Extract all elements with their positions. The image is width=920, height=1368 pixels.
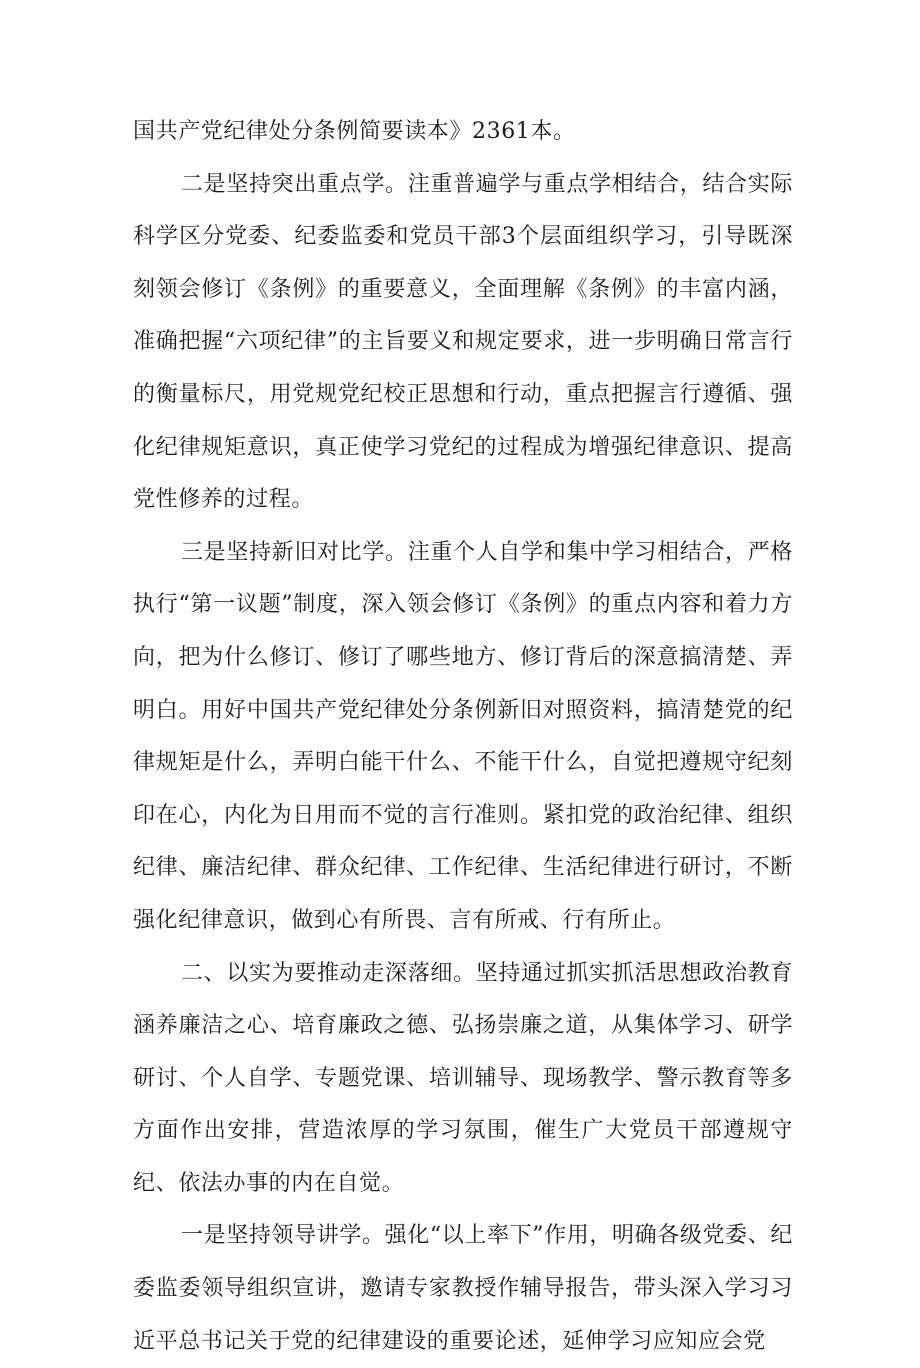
paragraph-leadership-study: 一是坚持领导讲学。强化“以上率下”作用，明确各级党委、纪委监委领导组织宣讲，邀请专家教授作辅导报告，带头深入学习习近平总书记关于党的纪律建设的重要论述，延伸学习应知应会党 [133,1223,793,1354]
paragraph-section-heading-two: 二、以实为要推动走深落细。坚持通过抓实抓活思想政治教育涵养廉洁之心、培育廉政之德、弘扬崇廉之道，从集体学习、研学研讨、个人自学、专题党课、培训辅导、现场教学、警示教育等多方面作出安排，营造浓厚的学习氛围，催生广大党员干部遵规守纪、依法办事的内在自觉。 [133,960,793,1196]
paragraph-key-study: 二是坚持突出重点学。注重普遍学与重点学相结合，结合实际科学区分党委、纪委监委和党员干部3个层面组织学习，引导既深刻领会修订《条例》的重要意义，全面理解《条例》的丰富内涵，准确把握“六项纪律”的主旨要义和规定要求，进一步明确日常言行的衡量标尺，用党规党纪校正思想和行动，重点把握言行遵循、强化纪律规矩意识，真正使学习党纪的过程成为增强纪律意识、提高党性修养的过程。 [133,171,793,513]
paragraph-comparison-study: 三是坚持新旧对比学。注重个人自学和集中学习相结合，严格执行“第一议题”制度，深入领会修订《条例》的重点内容和着力方向，把为什么修订、修订了哪些地方、修订背后的深意搞清楚、弄明白。用好中国共产党纪律处分条例新旧对照资料，搞清楚党的纪律规矩是什么，弄明白能干什么、不能干什么，自觉把遵规守纪刻印在心，内化为日用而不觉的言行准则。紧扣党的政治纪律、组织纪律、廉洁纪律、群众纪律、工作纪律、生活纪律进行研讨，不断强化纪律意识，做到心有所畏、言有所戒、行有所止。 [133,539,793,933]
paragraph-continuation: 国共产党纪律处分条例简要读本》2361本。 [133,119,576,144]
